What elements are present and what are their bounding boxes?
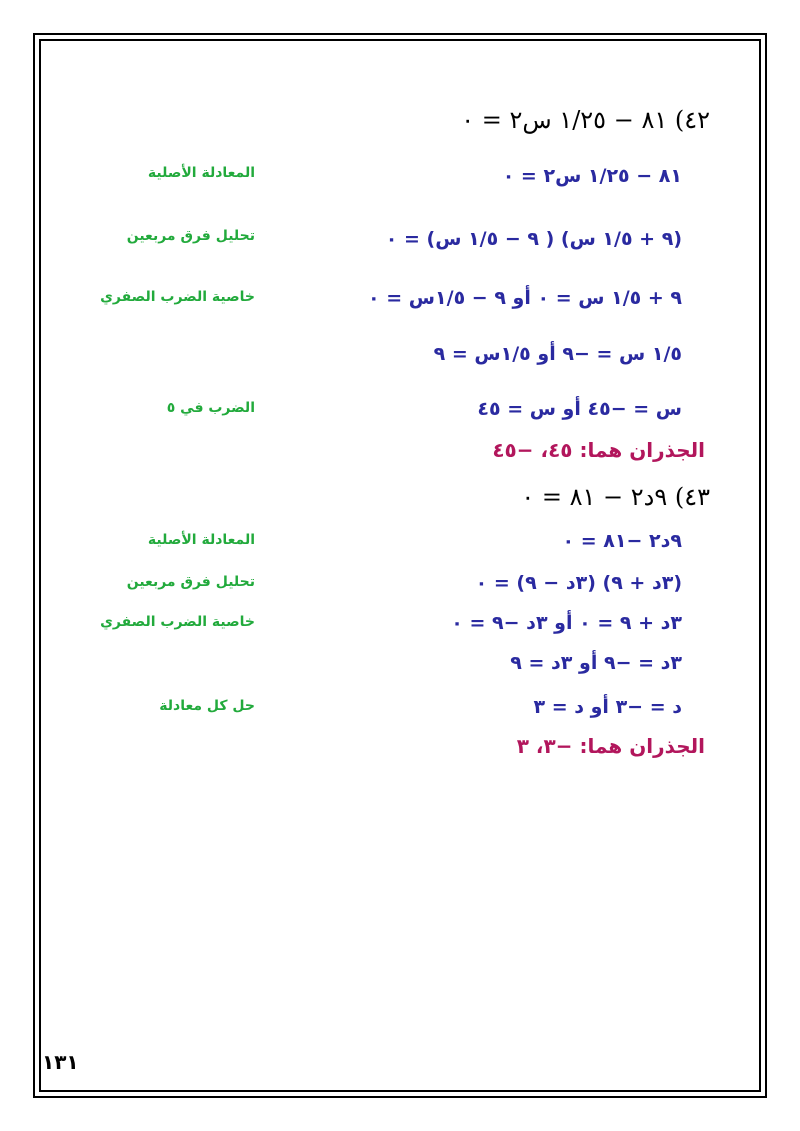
page-border-inner (39, 39, 761, 1092)
problem-43-header: ٤٣) ٩د٢ − ٨١ = ٠ (521, 483, 710, 511)
problem-42-step-1: ٨١ − ١/٢٥ س٢ = ٠ (502, 165, 682, 187)
problem-42-step-5: س = −٤٥ أو س = ٤٥ (477, 398, 682, 420)
problem-43-reason-1: المعادلة الأصلية (147, 532, 255, 548)
problem-43-step-5: د = −٣ أو د = ٣ (533, 696, 682, 718)
problem-43-step-2: (٣د + ٩) (٣د − ٩) = ٠ (475, 572, 682, 594)
problem-43-step-3: ٣د + ٩ = ٠ أو ٣د −٩ = ٠ (451, 612, 682, 634)
problem-43-step-1: ٩د٢ −٨١ = ٠ (562, 530, 682, 552)
problem-42-answer: الجذران هما: ٤٥، −٤٥ (492, 438, 705, 462)
problem-43-step-4: ٣د = −٩ أو ٣د = ٩ (510, 652, 682, 674)
problem-43-answer: الجذران هما: −٣، ٣ (516, 734, 705, 758)
problem-42-reason-1: المعادلة الأصلية (147, 165, 255, 181)
problem-42-reason-5: الضرب في ٥ (166, 400, 255, 416)
problem-43-reason-5: حل كل معادلة (159, 698, 255, 714)
problem-42-step-4: ١/٥ س = −٩ أو ١/٥س = ٩ (433, 343, 682, 365)
problem-43-reason-2: تحليل فرق مربعين (126, 574, 255, 590)
problem-42-header: ٤٢) ٨١ − ١/٢٥ س٢ = ٠ (461, 106, 710, 134)
page-number: ١٣١ (42, 1050, 79, 1074)
problem-42-reason-2: تحليل فرق مربعين (126, 228, 255, 244)
problem-43-reason-3: خاصية الضرب الصفري (100, 614, 255, 630)
problem-42-step-2: (٩ + ١/٥ س) ( ٩ − ١/٥ س) = ٠ (385, 228, 682, 250)
problem-42-reason-3: خاصية الضرب الصفري (100, 289, 255, 305)
problem-42-step-3: ٩ + ١/٥ س = ٠ أو ٩ − ١/٥س = ٠ (368, 287, 682, 309)
